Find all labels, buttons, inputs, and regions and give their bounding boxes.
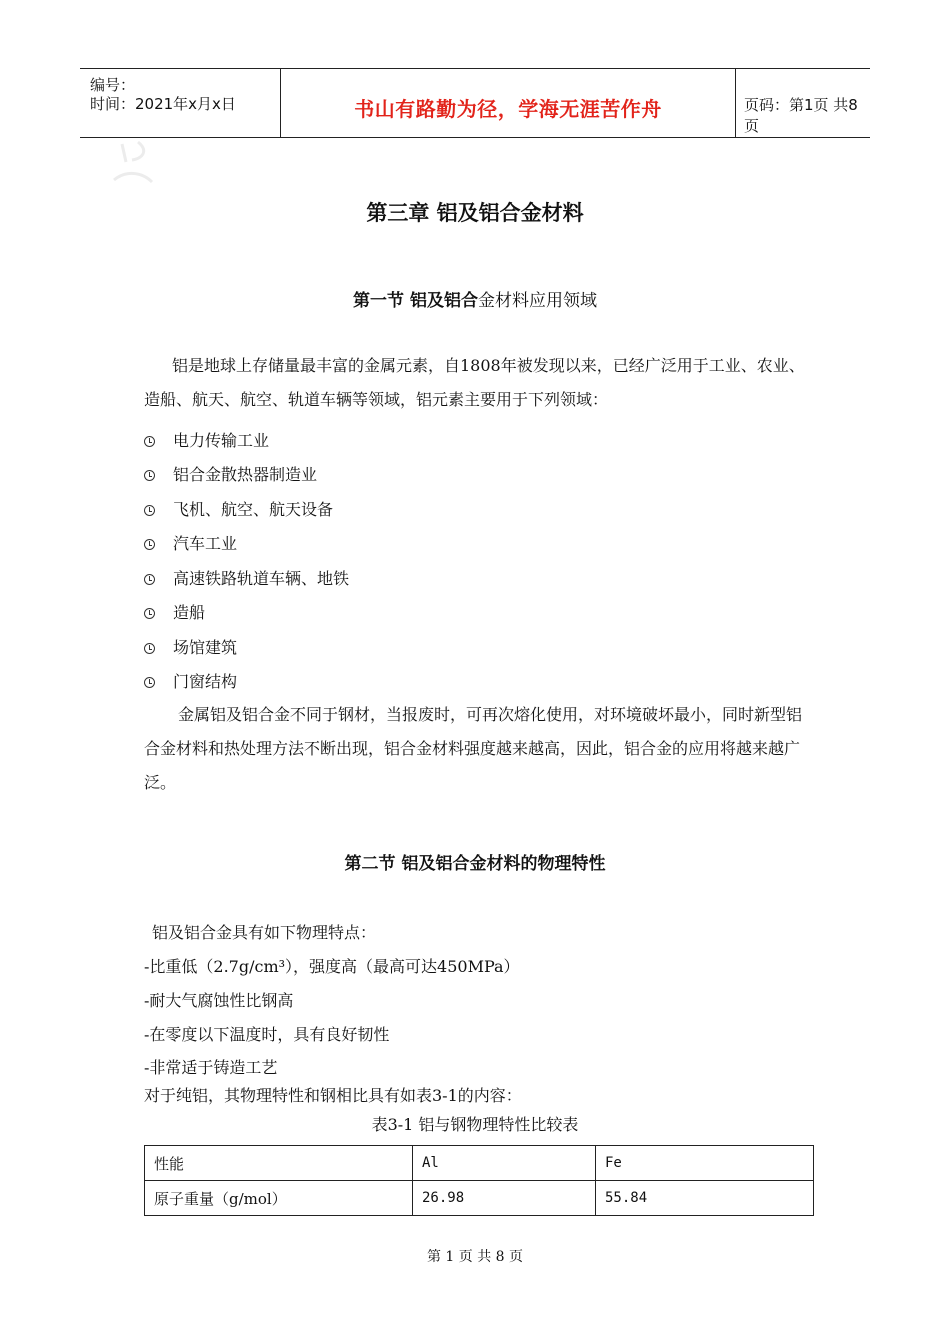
comparison-table bbox=[144, 1145, 814, 1216]
clock-bullet-icon bbox=[144, 505, 155, 516]
table-caption: 表3-1 铝与钢物理特性比较表 bbox=[371, 1115, 579, 1134]
table-header-cell: Al bbox=[413, 1146, 596, 1181]
section2-intro: 铝及铝合金具有如下物理特点： bbox=[152, 923, 377, 942]
table-cell: 55.84 bbox=[596, 1181, 814, 1216]
clock-bullet-icon bbox=[144, 574, 155, 585]
number-label: 编号： bbox=[90, 76, 136, 94]
list-item bbox=[144, 428, 269, 451]
list-item-text: 汽车工业 bbox=[173, 534, 238, 553]
list-item-text: 造船 bbox=[173, 603, 206, 622]
section1-title-bold: 铝及铝合 bbox=[409, 291, 478, 311]
property-point: -比重低（2.7g/cm³），强度高（最高可达450MPa） bbox=[144, 957, 520, 976]
property-point: -耐大气腐蚀性比钢高 bbox=[144, 991, 294, 1010]
table-header-cell: 性能 bbox=[145, 1146, 413, 1181]
section1-title bbox=[0, 286, 950, 311]
list-item bbox=[144, 531, 237, 554]
list-item-text: 高速铁路轨道车辆、地铁 bbox=[173, 569, 350, 588]
clock-bullet-icon bbox=[144, 677, 155, 688]
document-header bbox=[80, 68, 870, 138]
clock-bullet-icon bbox=[144, 608, 155, 619]
page-label: 页码：第1页 共8页 bbox=[744, 96, 858, 135]
clock-bullet-icon bbox=[144, 643, 155, 654]
section1-closing: 金属铝及铝合金不同于钢材，当报废时，可再次熔化使用，对环境破坏最小，同时新型铝合金材料和热处理方法不断出现，铝合金材料强度越来越高，因此，铝合金的应用将越来越广泛。 bbox=[144, 705, 803, 792]
table-header-row bbox=[145, 1146, 814, 1181]
list-item bbox=[144, 462, 317, 485]
table-row bbox=[145, 1181, 814, 1216]
section1-title-prefix: 第一节 bbox=[353, 291, 410, 311]
list-item-text: 铝合金散热器制造业 bbox=[173, 465, 318, 484]
page-footer: 第 1 页 共 8 页 bbox=[426, 1249, 524, 1265]
chapter-title: 第三章 铝及铝合金材料 bbox=[366, 201, 584, 225]
list-item-text: 门窗结构 bbox=[173, 672, 238, 691]
table-cell: 26.98 bbox=[413, 1181, 596, 1216]
property-point: -在零度以下温度时，具有良好韧性 bbox=[144, 1025, 390, 1044]
list-item-text: 场馆建筑 bbox=[173, 638, 238, 657]
list-item bbox=[144, 635, 237, 658]
clock-bullet-icon bbox=[144, 539, 155, 550]
list-item-text: 电力传输工业 bbox=[173, 431, 270, 450]
clock-bullet-icon bbox=[144, 436, 155, 447]
header-meta-cell bbox=[80, 69, 280, 137]
date-label: 时间：2021年x月x日 bbox=[90, 95, 236, 113]
list-item bbox=[144, 497, 333, 520]
list-item-text: 飞机、航空、航天设备 bbox=[173, 500, 334, 519]
header-motto-cell bbox=[280, 69, 736, 137]
table-lead-text: 对于纯铝，其物理特性和钢相比具有如表3-1的内容： bbox=[144, 1086, 522, 1105]
table-header-cell: Fe bbox=[596, 1146, 814, 1181]
property-point: -非常适于铸造工艺 bbox=[144, 1058, 278, 1077]
clock-bullet-icon bbox=[144, 470, 155, 481]
header-page-cell bbox=[735, 69, 870, 137]
section1-intro: 铝是地球上存储量最丰富的金属元素，自1808年被发现以来，已经广泛用于工业、农业、造船、航天、航空、轨道车辆等领域，铝元素主要用于下列领域： bbox=[144, 356, 805, 409]
list-item bbox=[144, 600, 205, 623]
table-cell: 原子重量（g/mol） bbox=[145, 1181, 413, 1216]
section2-title: 第二节 铝及铝合金材料的物理特性 bbox=[344, 854, 606, 874]
list-item bbox=[144, 669, 237, 692]
section1-title-rest: 金材料应用领域 bbox=[477, 291, 597, 311]
list-item bbox=[144, 566, 349, 589]
motto-text: 书山有路勤为径，学海无涯苦作舟 bbox=[354, 97, 662, 121]
